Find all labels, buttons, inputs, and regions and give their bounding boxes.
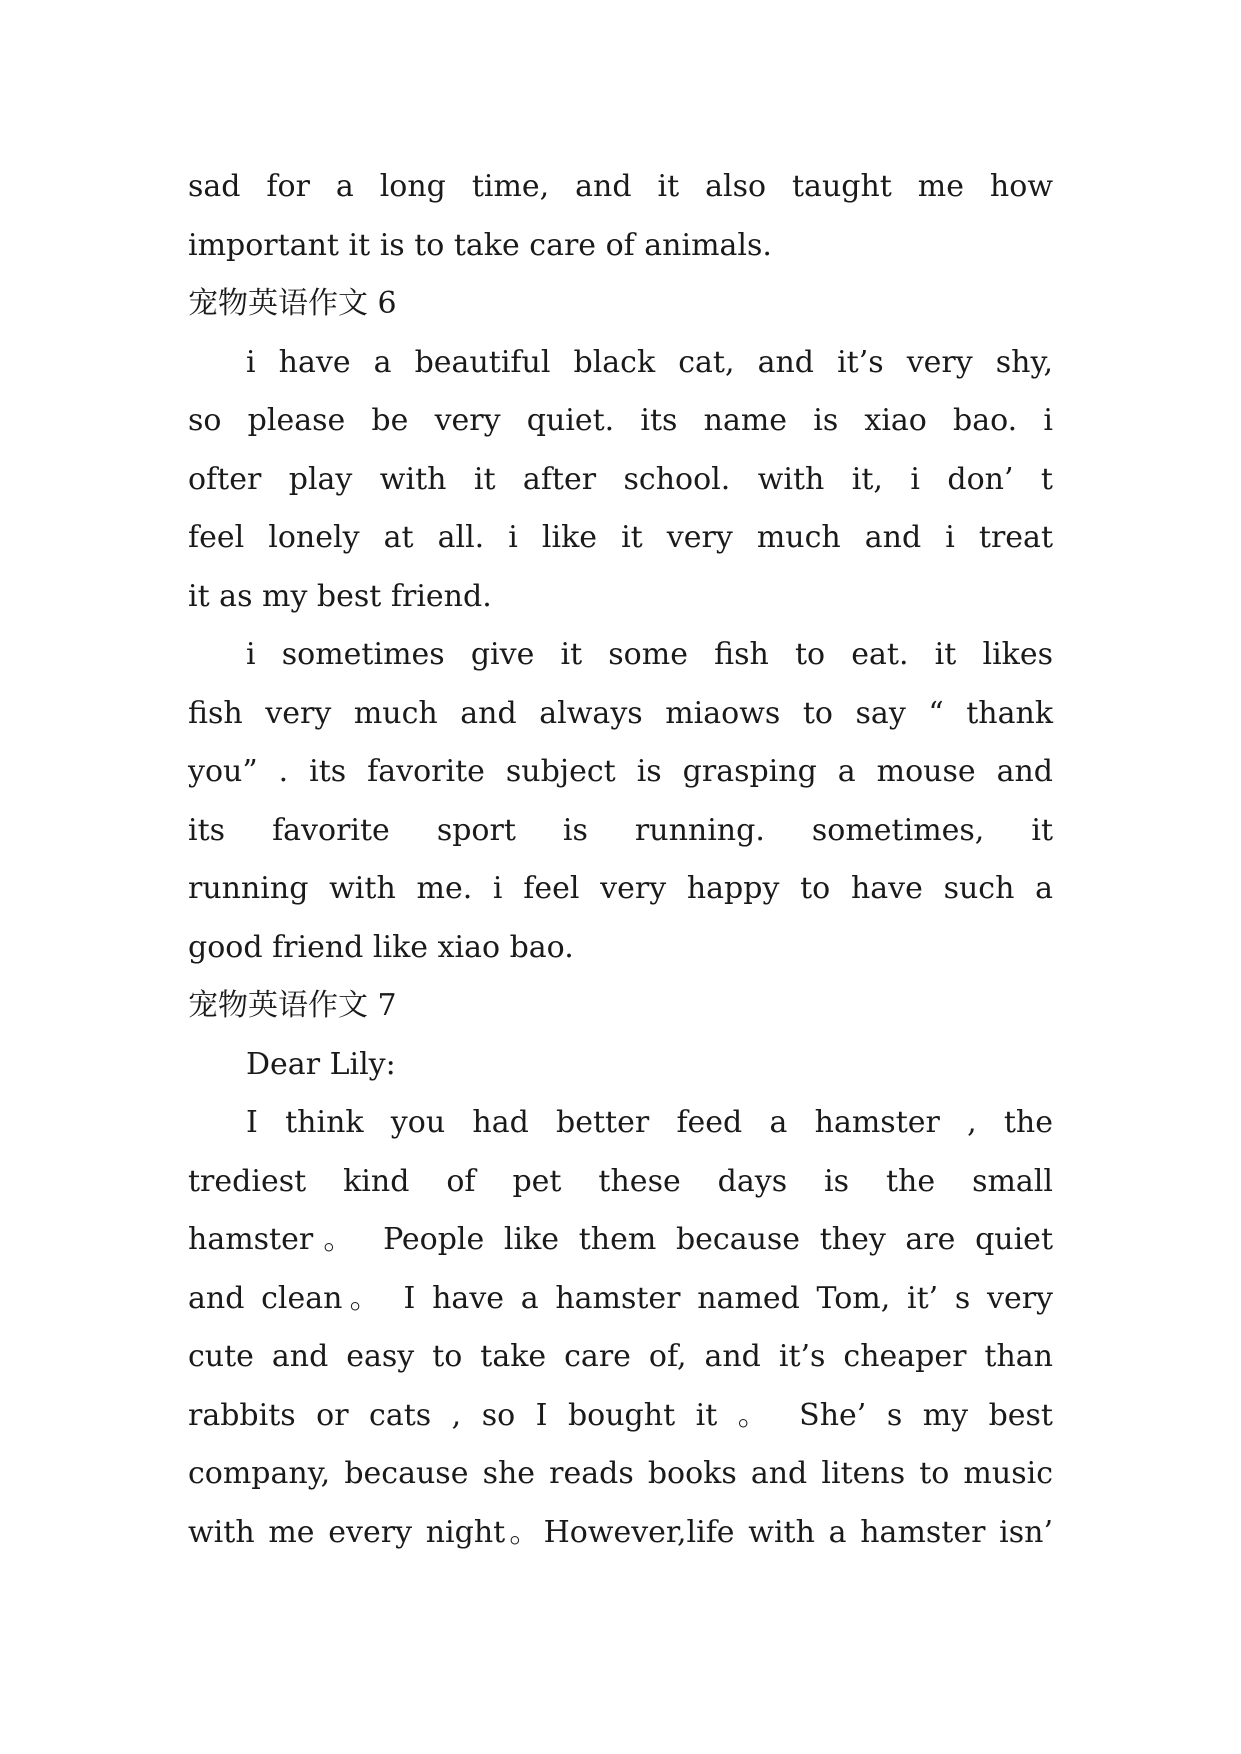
text-line: important it is to take care of animals. bbox=[188, 227, 772, 263]
text-line: its favorite sport is running. sometimes, it bbox=[188, 812, 1053, 848]
text-line: i have a beautiful black cat, and it’s very shy, bbox=[246, 344, 1053, 380]
text-line: and clean。 I have a hamster named Tom, it’ s very bbox=[188, 1280, 1053, 1316]
text-line: I think you had better feed a hamster , the bbox=[246, 1105, 1053, 1140]
text-line: hamster。 People like them because they are quiet bbox=[188, 1222, 1053, 1257]
text-line: company, because she reads books and litens to music bbox=[188, 1456, 1053, 1491]
section-heading: 宠物英语作文 7 bbox=[188, 988, 397, 1023]
text-line: cute and easy to take care of, and it’s cheaper than bbox=[188, 1339, 1053, 1374]
section-heading: 宠物英语作文 6 bbox=[188, 286, 397, 321]
text-line: running with me. i feel very happy to have such a bbox=[188, 871, 1053, 906]
letter-salutation: Dear Lily: bbox=[246, 1046, 396, 1082]
text-line: trediest kind of pet these days is the small bbox=[188, 1163, 1053, 1199]
text-line: you” . its favorite subject is grasping a mouse and bbox=[188, 754, 1053, 789]
text-line: it as my best friend. bbox=[188, 578, 492, 614]
text-line: sad for a long time, and it also taught me how bbox=[188, 169, 1053, 204]
text-line: rabbits or cats , so I bought it 。 She’ s my best bbox=[188, 1397, 1053, 1433]
text-line: i sometimes give it some fish to eat. it likes bbox=[246, 637, 1053, 672]
document-page bbox=[188, 158, 1053, 1562]
text-line: ofter play with it after school. with it, i don’ t bbox=[188, 461, 1053, 497]
text-line: good friend like xiao bao. bbox=[188, 929, 574, 965]
text-line: with me every night。However,life with a hamster isn’ bbox=[188, 1514, 1053, 1550]
text-line: fish very much and always miaows to say “ thank bbox=[188, 695, 1053, 731]
text-line: so please be very quiet. its name is xiao bao. i bbox=[188, 403, 1053, 438]
text-line: feel lonely at all. i like it very much and i treat bbox=[188, 520, 1053, 555]
